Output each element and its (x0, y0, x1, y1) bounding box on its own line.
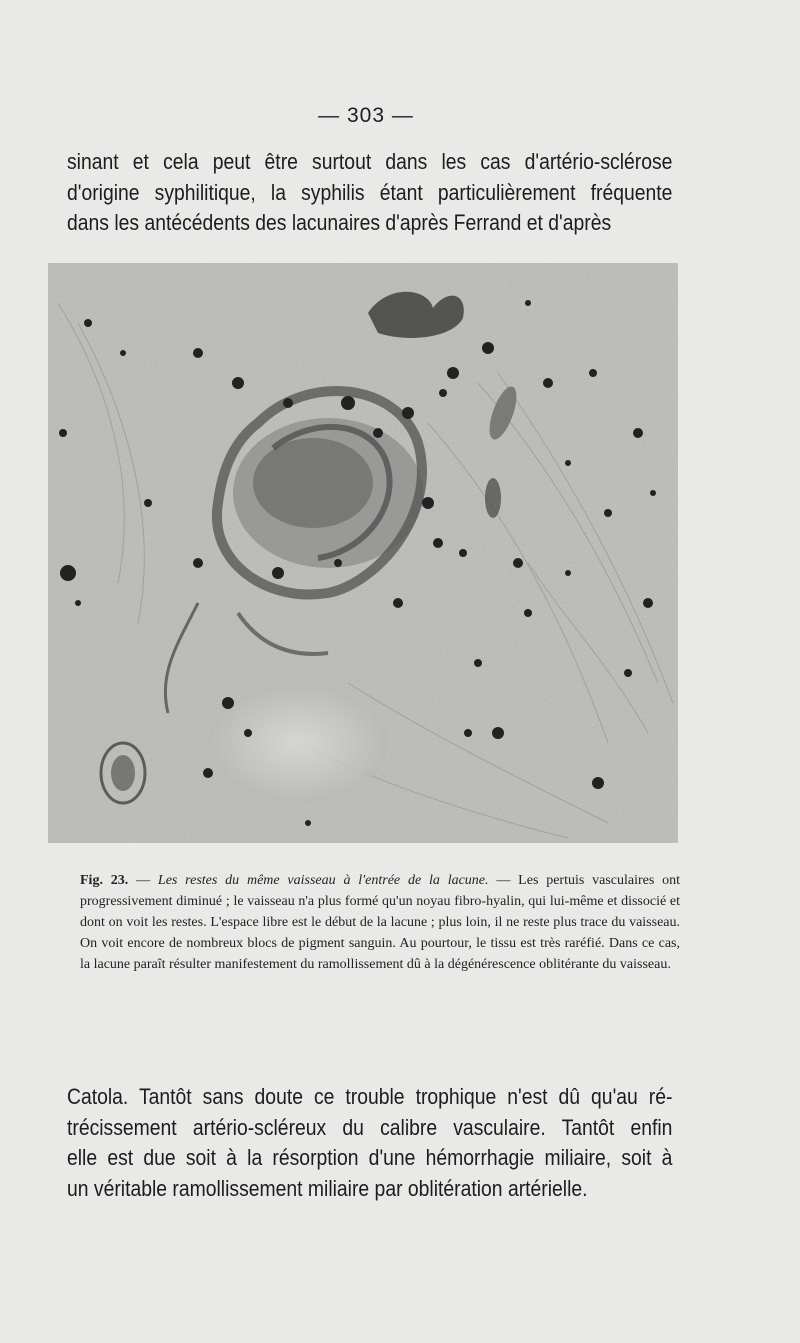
text-line: un véritable ramollissement miliaire par oblitération artérielle. (67, 1175, 588, 1201)
body-text-bottom (67, 1082, 673, 1204)
figure-caption: Fig. 23. — Les restes du même vaisseau à l'entrée de la lacune. — Les pertuis vasculaires ont progressivement diminué ; le vaisseau n'a plus formé qu'un noyau fibro-hyalin, qui lui-même et dissocié et dont on voit les restes. L'espace libre est le début de la lacune ; plus loin, il ne reste plus trace du vaisseau. On voit encore de nombreux blocs de pigment sanguin. Au pourtour, le tissu est très raréfié. Dans ce cas, la lacune paraît résulter manifestement du ramollissement dû à la dégénérescence oblitérante du vaisseau. (80, 873, 681, 972)
figure-caption-text: Les pertuis vasculaires ont progressivement diminué ; le vaisseau n'a plus formé qu'un noyau fibro-hyalin, qui lui-même et dissocié et dont on voit les restes. L'espace libre est le début de la lacune ; plus loin, il ne reste plus trace du vaisseau. On voit encore de nombreux blocs de pigment sanguin. Au pourtour, le tissu est très raréfié. Dans ce cas, la lacune paraît résulter manifestement du ramollissement dû à la dégénérescence oblitérante du vaisseau. (80, 873, 681, 972)
page-number: — 303 — (318, 104, 414, 127)
text-line: d'origine syphilitique, la syphilis étant particulièrement fréquente (67, 179, 673, 205)
figure-label: Fig. 23. (80, 873, 129, 888)
text-line: elle est due soit à la résorption d'une hémorrhagie miliaire, soit à (67, 1145, 673, 1170)
text-line: sinant et cela peut être surtout dans les cas d'artério-sclérose (67, 149, 673, 174)
text-line: trécissement artério-scléreux du calibre vasculaire. Tantôt enfin (67, 1114, 673, 1140)
text-line: dans les antécédents des lacunaires d'après Ferrand et d'après (67, 210, 612, 235)
body-text-top (67, 147, 673, 239)
histology-figure (48, 263, 678, 843)
histology-illustration (48, 263, 678, 843)
figure-title: Les restes du même vaisseau à l'entrée de la lacune. (157, 873, 489, 888)
text-line: Catola. Tantôt sans doute ce trouble trophique n'est dû qu'au ré- (67, 1084, 673, 1109)
